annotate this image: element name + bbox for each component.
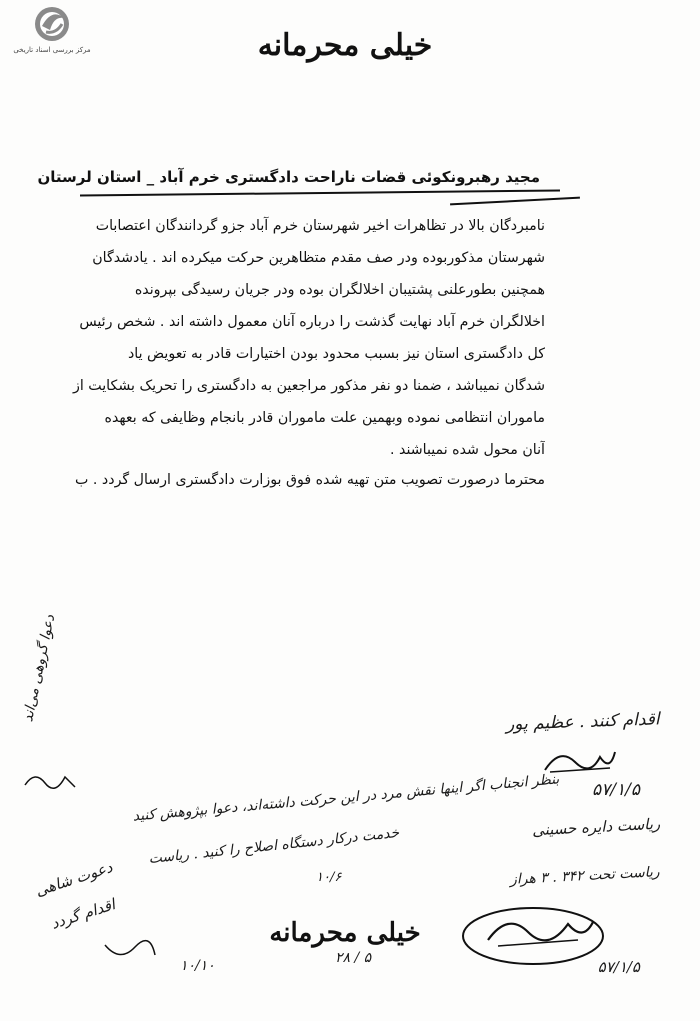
handwritten-margin-note-2: دعوت شاهی — [33, 858, 115, 900]
handwritten-date: ۵۷/۱/۵ — [592, 780, 640, 800]
handwritten-margin-note-3: اقدام گردد — [48, 895, 118, 933]
body-line: ماموران انتظامی نموده وبهمین علت ماموران قادر بانجام وظایفی که بعهده — [104, 410, 545, 426]
classification-header: خیلی محرمانه — [257, 28, 433, 63]
handwritten-instruction: بنظر انجناب اگر اینها نقش مرد در این حرکت داشته‌اند، دعوا بپژوهش کنید — [132, 771, 560, 825]
subject-underline — [80, 189, 560, 196]
handwritten-date-2: ۱۰/۱۰ — [180, 958, 215, 974]
handwritten-date-3: ۵۷/۱/۵ — [597, 958, 640, 976]
classification-footer: خیلی محرمانه — [269, 918, 421, 948]
archive-logo-icon — [32, 4, 72, 44]
body-line: کل دادگستری استان نیز بسبب محدود بودن اختیارات قادر به تعویض یاد — [127, 346, 545, 362]
handwritten-number: ۱۰/۶ — [316, 870, 342, 885]
handwritten-registration: ریاست تحت ۳۴۲ . ۳ هراز — [510, 864, 661, 888]
signature-mark-left — [20, 765, 80, 795]
handwritten-number-2: ۲۸ / ۵ — [335, 950, 372, 966]
handwritten-office-note: ریاست دایره حسینی — [531, 814, 661, 840]
archive-logo — [6, 4, 98, 58]
handwritten-margin-note: دعوا گروهی می‌اند — [20, 613, 59, 724]
closing-line: محترما درصورت تصویب متن تهیه شده فوق بوزارت دادگستری ارسال گردد . ب — [75, 472, 545, 488]
handwritten-instruction-2: خدمت درکار دستگاه اصلاح را کنید . ریاست — [148, 824, 401, 868]
body-line: آنان محول شده نمیباشند . — [390, 442, 545, 458]
body-line: اخلالگران خرم آباد نهایت گذشت را درباره آنان معمول داشته اند . شخص رئیس — [79, 314, 545, 330]
body-line: شهرستان مذکوربوده ودر صف مقدم متظاهرین حرکت میکرده اند . یادشدگان — [92, 250, 545, 266]
handwritten-action-note: اقدام کنند . عظیم پور — [506, 709, 661, 735]
signature-mark-bottom-left — [100, 935, 160, 965]
subject-underline-stroke — [450, 197, 580, 206]
signature-mark — [540, 742, 620, 782]
body-line: همچنین بطورعلنی پشتیبان اخلالگران بوده ودر جریان رسیدگی بپرونده — [134, 282, 545, 298]
subject-line: مجید رهبرونکوئی قضات ناراحت دادگستری خرم آباد _ استان لرستان — [37, 168, 540, 186]
signature-stamp — [458, 902, 608, 970]
archive-logo-text: مرکز بررسی اسناد تاریخی — [13, 46, 91, 54]
body-line: شدگان نمیباشد ، ضمنا دو نفر مذکور مراجعین به دادگستری را تحریک بشکایت از — [73, 378, 545, 394]
body-paragraph — [40, 210, 545, 466]
body-line: نامبردگان بالا در تظاهرات اخیر شهرستان خرم آباد جزو گردانندگان اعتصابات — [95, 218, 545, 234]
